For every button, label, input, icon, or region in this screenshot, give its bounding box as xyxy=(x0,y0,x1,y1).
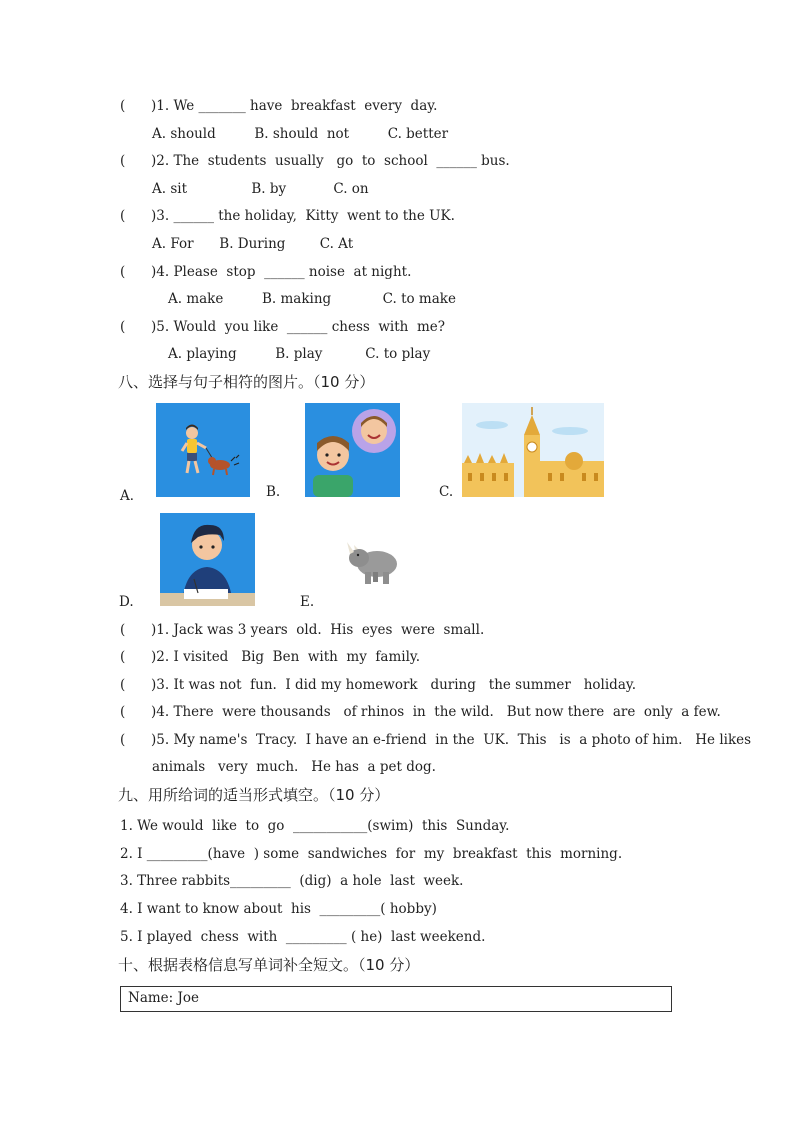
picture-a-boy-walking-dog xyxy=(156,403,250,497)
q7-2-text: ( )2. The students usually go to school ______ bus. xyxy=(120,153,510,169)
picture-e-rhino xyxy=(343,534,401,586)
q9-3: 3. Three rabbits_________ (dig) a hole last week. xyxy=(120,873,464,889)
q8-4: ( )4. There were thousands of rhinos in the wild. But now there are only a few. xyxy=(120,704,721,720)
q7-4-text: ( )4. Please stop ______ noise at night. xyxy=(120,264,412,280)
q8-2: ( )2. I visited Big Ben with my family. xyxy=(120,649,421,665)
q8-5: ( )5. My name's Tracy. I have an e-friend in the UK. This is a photo of him. He likes xyxy=(120,732,752,748)
q7-5-text: ( )5. Would you like ______ chess with me? xyxy=(120,319,445,335)
q8-3: ( )3. It was not fun. I did my homework during the summer holiday. xyxy=(120,677,636,693)
q9-5: 5. I played chess with _________ ( he) last weekend. xyxy=(120,929,486,945)
section8-heading: 八、选择与句子相符的图片。（10 分） xyxy=(118,373,375,391)
q7-3-text: ( )3. ______ the holiday, Kitty went to the UK. xyxy=(120,208,455,224)
picture-b-boy-and-friend xyxy=(305,403,400,497)
q7-3-options: A. For B. During C. At xyxy=(152,236,354,252)
q7-1-text: ( )1. We _______ have breakfast every day. xyxy=(120,98,438,114)
section9-heading: 九、用所给词的适当形式填空。（10 分） xyxy=(118,786,390,804)
picture-b-label: B. xyxy=(266,484,281,500)
q7-5-options: A. playing B. play C. to play xyxy=(168,346,431,362)
info-table xyxy=(120,986,672,1012)
q9-1: 1. We would like to go ___________(swim) this Sunday. xyxy=(120,818,510,834)
table-name-cell: Name: Joe xyxy=(128,990,200,1006)
q7-1-options: A. should B. should not C. better xyxy=(152,126,449,142)
picture-d-boy-doing-homework xyxy=(160,513,255,606)
q8-5-continued: animals very much. He has a pet dog. xyxy=(152,759,436,775)
picture-d-label: D. xyxy=(119,594,134,610)
q9-4: 4. I want to know about his _________( hobby) xyxy=(120,901,437,917)
q7-2-options: A. sit B. by C. on xyxy=(152,181,369,197)
picture-e-label: E. xyxy=(300,594,315,610)
section10-heading: 十、根据表格信息写单词补全短文。（10 分） xyxy=(118,956,420,974)
q7-4-options: A. make B. making C. to make xyxy=(168,291,456,307)
picture-c-label: C. xyxy=(439,484,454,500)
q9-2: 2. I _________(have ) some sandwiches for my breakfast this morning. xyxy=(120,846,623,862)
picture-c-big-ben xyxy=(462,403,604,497)
picture-a-label: A． xyxy=(120,488,144,504)
q8-1: ( )1. Jack was 3 years old. His eyes were small. xyxy=(120,622,485,638)
